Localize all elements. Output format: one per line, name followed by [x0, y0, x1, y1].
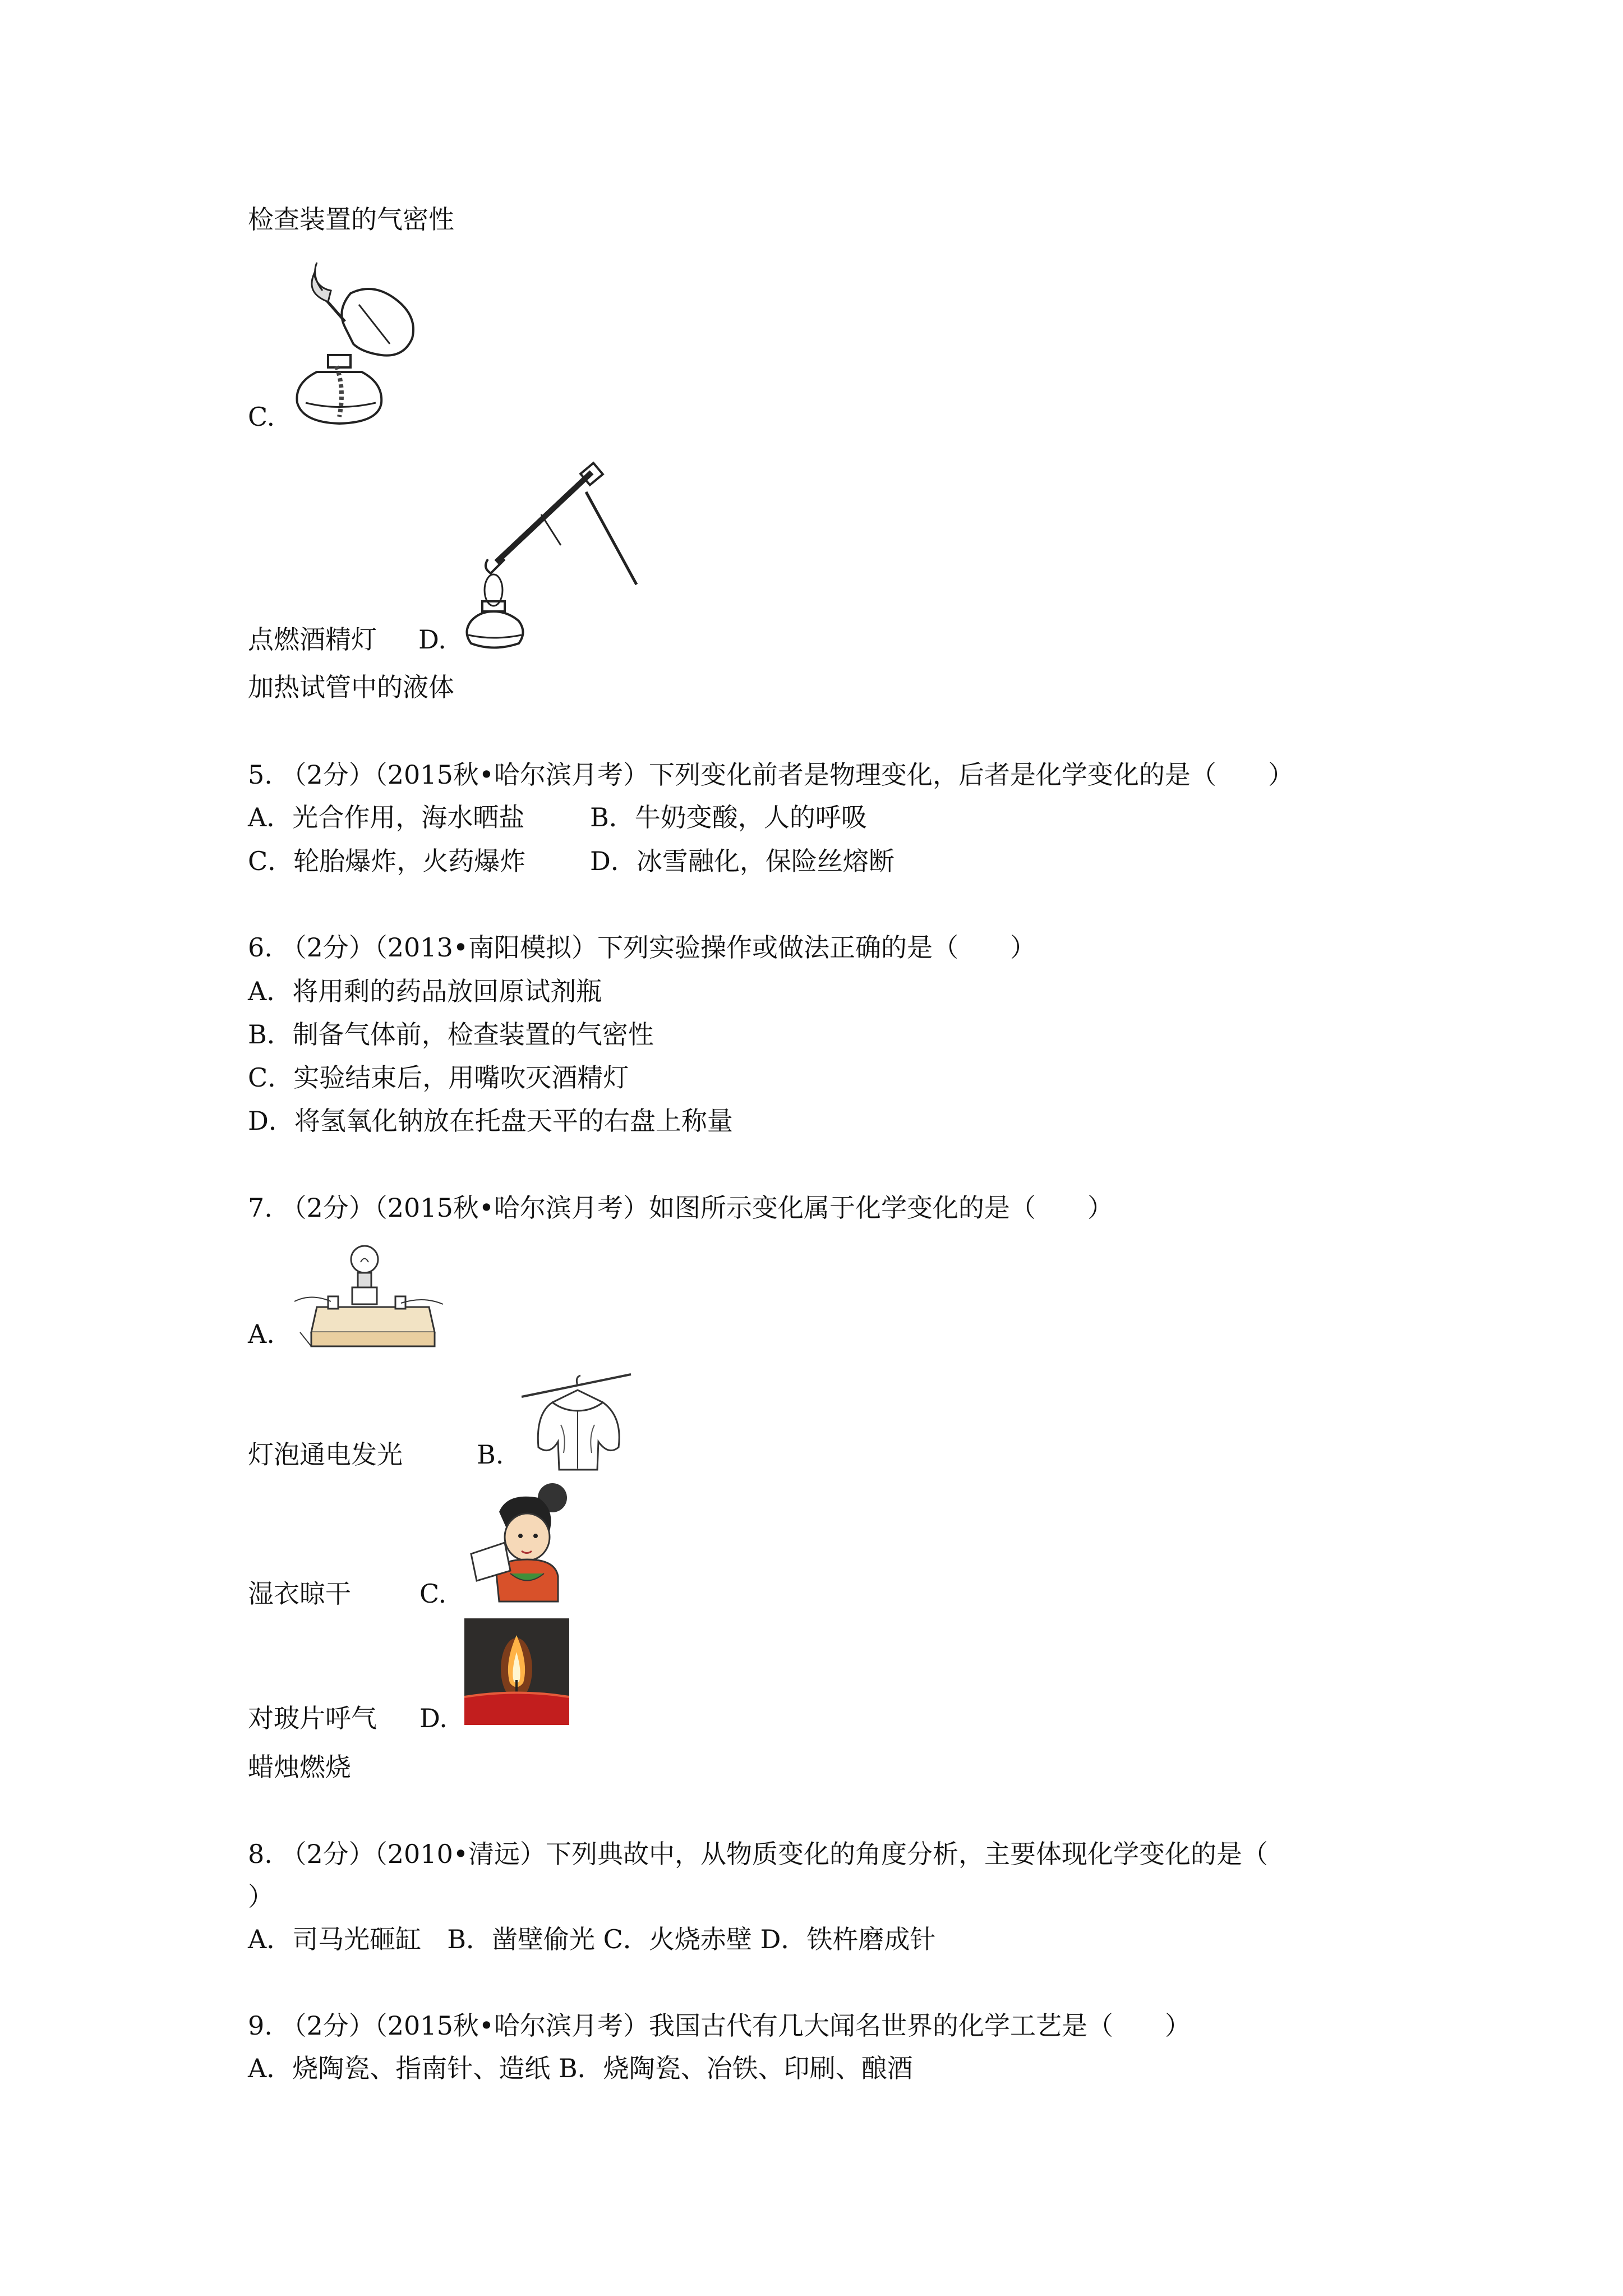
alcohol-lamp-lighting-icon	[283, 260, 440, 434]
q6-stem: 6. （2分）（2013•南阳模拟）下列实验操作或做法正确的是（ ）	[248, 932, 1036, 963]
q9-stem: 9. （2分）（2015秋•哈尔滨月考）我国古代有几大闻名世界的化学工艺是（ ）	[248, 2010, 1191, 2041]
caption-heat-liquid: 加热试管中的液体	[248, 672, 454, 702]
light-bulb-icon	[294, 1243, 446, 1352]
girl-breathing-icon	[465, 1481, 572, 1604]
q7-label-d: D.	[419, 1703, 448, 1733]
q7-label-a: A.	[248, 1319, 275, 1349]
q7-caption-b: 湿衣晾干	[248, 1579, 351, 1609]
q5-option-c: C．轮胎爆炸，火药爆炸	[248, 846, 526, 876]
q8-options: A．司马光砸缸 B．凿壁偷光 C．火烧赤壁 D．铁杵磨成针	[248, 1924, 936, 1954]
q5-stem: 5. （2分）（2015秋•哈尔滨月考）下列变化前者是物理变化，后者是化学变化的是（ ）	[248, 760, 1294, 790]
q8-stem-cont: ）	[248, 1881, 274, 1912]
q7-stem: 7. （2分）（2015秋•哈尔滨月考）如图所示变化属于化学变化的是（ ）	[248, 1193, 1113, 1223]
q6-option-a: A．将用剩的药品放回原试剂瓶	[248, 976, 602, 1006]
test-tube-heating-icon	[457, 461, 648, 655]
q7-caption-a: 灯泡通电发光	[248, 1439, 403, 1470]
q5-option-b: B．牛奶变酸，人的呼吸	[590, 802, 867, 832]
q7-label-b: B.	[477, 1439, 504, 1470]
q6-option-d: D．将氢氧化钠放在托盘天平的右盘上称量	[248, 1106, 733, 1136]
q9-options: A．烧陶瓷、指南针、造纸 B．烧陶瓷、冶铁、印刷、酿酒	[248, 2053, 913, 2083]
caption-check-airtightness: 检查装置的气密性	[248, 204, 454, 234]
drying-shirt-icon	[519, 1363, 637, 1475]
q7-caption-d: 蜡烛燃烧	[248, 1752, 351, 1782]
option-d-label: D.	[418, 624, 446, 655]
candle-flame-icon	[464, 1618, 569, 1725]
q7-caption-c: 对玻片呼气	[248, 1703, 377, 1733]
q8-stem: 8. （2分）（2010•清远）下列典故中，从物质变化的角度分析，主要体现化学变化的是（	[248, 1839, 1268, 1869]
q7-label-c: C.	[419, 1579, 447, 1609]
option-c-label: C.	[248, 402, 275, 432]
q5-option-a: A．光合作用，海水晒盐	[248, 802, 525, 832]
q5-option-d: D．冰雪融化，保险丝熔断	[590, 846, 895, 876]
caption-light-lamp: 点燃酒精灯	[248, 624, 377, 655]
q6-option-b: B．制备气体前，检查装置的气密性	[248, 1019, 654, 1050]
q6-option-c: C．实验结束后，用嘴吹灭酒精灯	[248, 1062, 629, 1093]
